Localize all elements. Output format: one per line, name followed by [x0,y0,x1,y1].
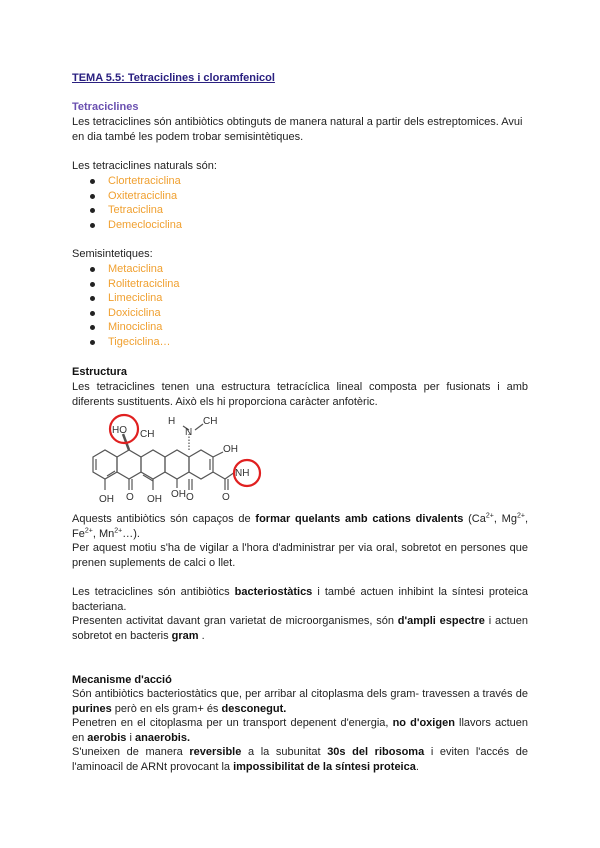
bold-text: no d'oxigen [392,717,455,729]
text: llavors actuen en [72,717,528,744]
list-item: Minociclina [72,320,528,335]
bold-text: aerobis [87,731,127,744]
administracio-paragraph: Per aquest motiu s'ha de vigilar a l'hora d'administrar per via oral, sobretot en persones que prenen suplements de calci o llet. [72,542,528,569]
label-n: N [185,427,193,438]
list-item: Tetraciclina [72,203,528,218]
text: a la subunitat [241,746,328,758]
bold-text: bacteriostàtics [234,586,313,598]
list-item: Tigeciclina… [72,335,528,350]
bold-text: gram [171,629,199,642]
page-title: TEMA 5.5: Tetraciclines i cloramfenicol [72,72,275,84]
intro-paragraph: Les tetraciclines són antibiòtics obtinguts de manera natural a partir dels estreptomices. Avui en dia també les podem trobar semisintètiques. [72,116,523,143]
text: Presenten activitat davant gran varietat de microorganismes, són [72,615,398,627]
label-nh2: NH [235,468,250,479]
semi-list [72,262,528,350]
text: , Mn [92,527,115,540]
bold-text: impossibilitat de la síntesi proteica [233,760,416,773]
superscript: 2+ [516,512,525,520]
label-h3c: H [168,416,176,427]
mecanisme-paragraph-3 [72,745,528,774]
label-ch3-n: CH [203,416,218,427]
bold-text: desconegut. [221,702,287,715]
label-ho: HO [112,425,127,436]
label-o: O [186,492,194,503]
bold-text: anaerobis. [135,731,191,744]
bold-text: d'ampli espectre [397,615,485,627]
bold-text: purines [72,702,112,715]
text: . [198,629,205,642]
label-oh: OH [171,489,186,500]
section-heading-tetraciclines: Tetraciclines [72,101,139,113]
superscript: 2+ [114,526,123,534]
label-oh: OH [147,494,162,505]
list-item: Demeclociclina [72,218,528,233]
text: i [126,731,135,744]
section-heading-estructura: Estructura [72,366,128,378]
text: Penetren en el citoplasma per un transport depenent d'energia, [72,717,393,729]
list-item: Rolitetraciclina [72,277,528,292]
list-item: Doxiciclina [72,306,528,321]
text: Són antibiòtics bacteriostàtics que, per arribar al citoplasma dels gram- travessen a través de [72,688,528,700]
text: (Ca [463,513,486,525]
text: , Mg [493,513,517,525]
text: Aquests antibiòtics són capaços de [72,513,256,525]
list-item: Metaciclina [72,262,528,277]
label-oh: OH [223,444,238,455]
list-item: Clortetraciclina [72,174,528,189]
superscript: 2+ [485,512,494,520]
list-item: Limeciclina [72,291,528,306]
text: , Fe [72,513,528,540]
text: . [415,760,419,773]
text: i eviten l'accés de l'aminoacil de ARNt provocant la [72,746,529,773]
list-item: Oxitetraciclina [72,189,528,204]
text: Les tetraciclines són antibiòtics [72,586,235,598]
text: però en els gram+ és [111,702,222,715]
bold-text: formar quelants amb cations divalents [255,513,464,525]
label-oh: OH [99,494,114,505]
mecanisme-paragraph-1 [72,687,528,716]
naturals-list [72,174,528,232]
espectre-paragraph [72,614,528,643]
estructura-paragraph: Les tetraciclines tenen una estructura tetracíclica lineal composta per fusionats i amb diferents sustituents. Això els hi proporciona caràcter anfotèric. [72,381,528,408]
label-ch3: CH [140,429,155,440]
label-o: O [126,492,134,503]
bold-text: 30s del ribosoma [327,746,425,758]
mecanisme-paragraph-2 [72,716,528,745]
superscript: 2+ [84,526,93,534]
semi-label: Semisintetiques: [72,248,153,260]
naturals-label: Les tetraciclines naturals són: [72,160,217,172]
bold-text: reversible [189,746,242,758]
bacteriostatics-paragraph [72,585,528,614]
quelants-paragraph [72,512,528,541]
text: S'uneixen de manera [72,746,190,758]
section-heading-mecanisme: Mecanisme d'acció [72,674,172,686]
text: i també actuen inhibint la síntesi proteica bacteriana. [72,586,529,613]
text: i actuen sobretot en bacteris [72,615,528,642]
text: …). [122,527,140,540]
tetracycline-structure-figure [85,412,270,507]
label-o: O [222,492,230,503]
